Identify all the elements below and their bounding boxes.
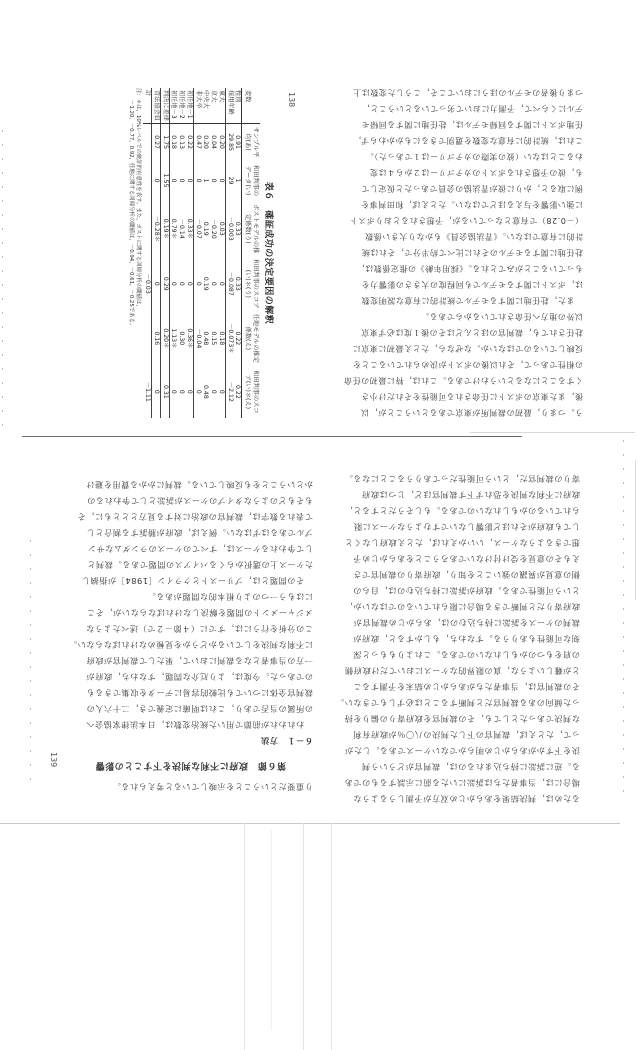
- table-cell: －0.14: [178, 218, 186, 239]
- table-header-cell: 任地モデルの推定係数(え): [242, 311, 260, 366]
- table-cell: 1: [234, 178, 242, 183]
- table-cell: －2.12: [226, 381, 234, 402]
- text-line: くすることになるというわけである。これは，特に最初の任命: [343, 376, 583, 385]
- table-cell: 0.33: [234, 276, 242, 291]
- text-line: 寄りの裁判官だ，という可能性だってありうることになる。: [344, 474, 580, 484]
- text-line: この分析を行うには，すでに（４節－２で）述べたような: [85, 624, 313, 634]
- text-line: う。つまり，最初の裁判所が東京であるということが，以: [360, 408, 583, 417]
- data-table: [144, 88, 261, 418]
- text-line: 刻な可能性もありうる。すなわち，もしかすると，政府が: [352, 634, 580, 644]
- table-row: [178, 88, 186, 418]
- text-line: また，赴任地に関するモデルで統計的に有意な説明変数: [361, 296, 583, 305]
- table-header-cell: 変数: [242, 88, 260, 123]
- table-cell: 0: [194, 389, 202, 394]
- row-label: 初任地－1: [185, 88, 193, 123]
- text-line: 計的に有意ではない。《青法協会員》もかなり大きい係数: [364, 232, 583, 241]
- table-cell: 1.75: [161, 123, 170, 160]
- scan-edge-line: [331, 823, 332, 1050]
- scan-edge-marks: [2, 130, 3, 430]
- text-line: 反映しているのではないか。なぜなら，たとえ最初に東京に: [352, 344, 583, 353]
- table-cell: 0: [170, 389, 178, 394]
- table-cell: 0: [185, 257, 193, 311]
- text-line: しても政府がそれほど影響しないですむようなケースに限: [353, 522, 580, 532]
- text-line: 政府寄りだと判断できる場合に限られているのではないか，: [344, 602, 580, 612]
- page-divider-top: [22, 436, 522, 437]
- scan-edge-marks: [30, 540, 31, 790]
- text-line: るためは，判決結果をあらかじめ双方が予測しうるような: [352, 794, 580, 804]
- table-header-cell: 和田判事のデータ(い): [242, 160, 260, 201]
- text-line: これは，統計的に有意な変数を選別できるにもかかわらず，: [352, 136, 583, 145]
- text-line: る。逆に訴訟に持ち込まれるのは，裁判官がどういう判: [361, 762, 580, 772]
- table-cell: 0.20: [202, 135, 210, 149]
- table-cell: 0.04: [210, 135, 218, 149]
- table-cell: 0.22: [185, 123, 193, 160]
- text-line: 赴任地に関するモデルのそれに比べて約半分で，それは統: [361, 248, 583, 257]
- text-line: その問題とは，プリーストとクライン［1984］が指摘し: [81, 576, 313, 586]
- table-row: [161, 88, 170, 418]
- text-line: たケース上の選択からくるバイアスの問題である。裁判と: [86, 560, 313, 570]
- table-cell: 0: [152, 366, 161, 418]
- text-line: られているのかもしれないのである。もしそうだとすると，: [344, 506, 580, 516]
- table-cell: －0.003: [226, 216, 234, 241]
- text-line: もっていることがみてとれる。《採用年齢》の推定係数は，: [356, 264, 583, 273]
- table-title: 表６ 確証成功の決定要因の解釈: [263, 181, 273, 325]
- page-divider-bottom: [0, 823, 620, 824]
- table-cell: 0: [217, 257, 225, 311]
- table-cell: 0: [210, 178, 218, 183]
- table-cell: 0: [170, 281, 178, 286]
- table-cell: 0: [152, 257, 161, 311]
- table-cell: 0.79＊: [170, 218, 178, 239]
- scan-edge-line: [271, 830, 272, 1030]
- row-label: 初任地－2: [178, 88, 186, 123]
- scan-edge-marks: [623, 440, 624, 800]
- text-line: 裁判官全体についても比較的容易にデータを収集できるも: [85, 688, 313, 698]
- table-cell: 0: [178, 389, 186, 394]
- table-cell: －0.28＊: [152, 201, 161, 257]
- text-line: に不利な判決をしているかどうかを見極めなければならない。: [68, 640, 313, 650]
- table-cell: 0: [185, 366, 193, 418]
- table-row: [185, 88, 193, 418]
- text-line: その裁判官は，当事者たちがあらかじめ結末を予測するこ: [352, 682, 580, 692]
- page-divider-faint: [470, 432, 635, 433]
- table-header-cell: サンプル平均(あ): [242, 123, 260, 160]
- table-cell: 1: [202, 178, 210, 183]
- table-cell: 0: [210, 389, 218, 394]
- table-cell: 0.48: [202, 331, 210, 346]
- table-cell: 0.27: [152, 123, 161, 160]
- text-line: 一方の当事者となる裁判において，果たして裁判官が政府: [85, 656, 313, 666]
- table-cell: 0.91: [234, 135, 242, 149]
- text-line: の相性であって，それ以後のポストが決められていることを: [352, 360, 583, 369]
- table-cell: 0.03: [217, 201, 225, 257]
- table-header-cell: 和田判事のスコア(い)＊(え): [242, 366, 260, 418]
- text-line: 後，また東京のポストに任命される可能性をそれだけ小さ: [360, 392, 583, 401]
- text-line: 赴任されても，裁判官のほとんどはその後１度は必ず東京: [360, 328, 583, 337]
- page-number-139: 139: [49, 752, 58, 768]
- text-line: は，ポストに関するモデルでも同程度の大きさの影響力を: [361, 280, 583, 289]
- table-cell: 0: [217, 160, 225, 201]
- row-label: 初任地－3: [169, 88, 177, 123]
- row-label: 中央大: [202, 88, 210, 123]
- table-cell: 0: [210, 281, 218, 286]
- lead-line: り重要だということを示唆していると考えられる。: [112, 782, 313, 792]
- table-row: [202, 88, 210, 418]
- table-cell: 0.16: [152, 311, 161, 366]
- scan-edge-line: [244, 823, 245, 1050]
- table-cell: 0: [217, 366, 225, 418]
- text-line: のであった。今度は，より厄介な問題，すなわち，政府が: [85, 672, 313, 682]
- table-cell: 0.36＊: [185, 311, 193, 366]
- text-line: 場合には，当事者たちは訴訟にいたる前に示談するものであ: [344, 778, 580, 788]
- table-cell: 0.18: [217, 311, 225, 366]
- row-label: 非大卒: [194, 88, 202, 123]
- table-header-cell: ポストモデルの推定係数(う): [242, 201, 260, 257]
- text-line: えもその意見を受け付けないであろうことをあらかじめ予: [352, 554, 580, 564]
- table-cell: 0: [152, 160, 161, 201]
- text-line: って，たとえば，裁判官の下した判決の八〇％が政府有利: [352, 730, 580, 740]
- left-bottom-page-text: [68, 480, 313, 795]
- scan-edge-line: [635, 460, 636, 600]
- text-line: して争われるケースは，すべてのケースのランダムなサン: [87, 544, 313, 554]
- table-cell: 1.13＊: [170, 328, 178, 349]
- table-cell: 0: [185, 160, 193, 201]
- row-label: 京大: [210, 88, 218, 123]
- text-line: の肩をもつのかもしれないのである。これよりももっと深: [352, 650, 580, 660]
- text-line: 側の意見が異議の強いことを知り，政府寄りの裁判官でさ: [352, 570, 580, 580]
- text-line: わることはない（彼の実際のカテゴリーは１であった）。: [365, 152, 583, 161]
- table-row: [234, 88, 242, 418]
- text-line: 任地ポストに関する回帰モデルは，赴任地に関する回帰モ: [361, 120, 583, 129]
- table-cell: 0.15: [210, 331, 218, 346]
- text-line: プルであるはずはない。例えば，政府が勝訴する割合とし: [86, 528, 313, 538]
- text-line: という可能性である。政府が訴訟に持ち込むのは，自らの: [352, 586, 580, 596]
- text-line: に強い影響を与えるほどではない。たとえば，和田判事を: [360, 200, 583, 209]
- table-cell: －0.20: [210, 218, 218, 239]
- text-line: 以外の地方へ任命されているからである。: [420, 312, 583, 321]
- table-cell: [144, 160, 152, 201]
- table-cell: 1.55: [161, 160, 170, 201]
- text-line: かということをも反映している。裁判にかかる費用を避け: [85, 480, 313, 490]
- scan-edge-line: [303, 823, 304, 1050]
- table-cell: 0.22: [234, 384, 242, 399]
- text-line: った傾向のある裁判官だと判断することは必ずしもできない。: [335, 698, 580, 708]
- text-line: デルにくらべて，予測力において劣っているということ，: [361, 104, 583, 113]
- row-label: 判決に差律: [161, 88, 170, 123]
- text-line: も，彼の予想されるポストのカテゴリーは２から４は変: [369, 168, 583, 177]
- table-cell: 0: [194, 281, 202, 286]
- table-cell: 0: [178, 178, 186, 183]
- table-cell: 0.19＊: [161, 201, 170, 257]
- table-cell: 0.18: [170, 135, 178, 149]
- right-bottom-page-text: [335, 474, 580, 807]
- table-cell: 29.85: [226, 133, 234, 151]
- table-6: [127, 88, 276, 418]
- section-heading: 第６節 政府に不利な判決を下すことの影響: [95, 760, 287, 770]
- table-row: [217, 88, 225, 418]
- text-line: われわれが前節で用いた統治変数は，日本法律家協会へ: [85, 720, 313, 730]
- text-line: （－0.28）で有意となっているが，予想されるとおりポスト: [349, 216, 583, 225]
- page-number-138: 138: [287, 92, 296, 108]
- table-cell: 0.22: [234, 331, 242, 346]
- table-row: [169, 88, 177, 418]
- row-label: 計: [144, 88, 152, 123]
- table-note-line-2: －1.20，－0.77，0.92，任地に関する回帰分析の閾値は，－0.94，－0.61，－0.25である。: [128, 100, 135, 329]
- text-line: 想できるようなケース，いいかえれば，たとえ政府しなくと: [344, 538, 580, 548]
- table-cell: 0.33＊: [185, 201, 193, 257]
- table-note: [127, 88, 142, 418]
- text-line: 決を下すかがあらかじめ明らかでないケースである。したが: [344, 746, 580, 756]
- table-cell: 29: [226, 176, 234, 185]
- table-cell: 0.13: [178, 135, 186, 149]
- text-line: つまり後者のモデルのほうにおいてこそ，こうした変数は上: [352, 88, 583, 97]
- table-header-cell: 和田判事のスコア(い)＊(う): [242, 257, 260, 311]
- table-cell: 0.19: [202, 221, 210, 236]
- row-label: 東大: [217, 88, 225, 123]
- table-cell: 0.20: [217, 123, 225, 160]
- table-cell: 0: [178, 281, 186, 286]
- table-row: [226, 88, 234, 418]
- table-cell: 0: [170, 178, 178, 183]
- table-row: [210, 88, 218, 418]
- text-line: な判決であったとしても，その裁判官を政府寄りの偏りを持: [344, 714, 580, 724]
- table-cell: [144, 123, 152, 160]
- table-cell: －1.11: [144, 366, 152, 418]
- text-line: にはもう一つのより根本的な問題がある。: [146, 592, 313, 602]
- row-label: 採用年齢: [226, 88, 234, 123]
- row-label: 青法協会員: [152, 88, 161, 123]
- text-line: メジャーメントの問題を解決しなければならないが，そこ: [86, 608, 313, 618]
- table-cell: [144, 311, 152, 366]
- table-cell: －0.04: [194, 328, 202, 349]
- table-cell: 0: [194, 178, 202, 183]
- text-line: の所属の当否であり，これは明確に定義でき，二十六人の: [86, 704, 313, 714]
- table-row: [194, 88, 202, 418]
- table-cell: 0.33: [234, 221, 242, 236]
- subsection-heading: ６－１ 方法: [260, 736, 313, 746]
- table-cell: 0.30: [178, 331, 186, 346]
- table-row: [152, 88, 161, 418]
- row-label: 性別: [234, 88, 242, 123]
- text-line: 例に取ると，かりに彼が青法協の会員であったと仮定して: [360, 184, 583, 193]
- text-line: とが難しいような，真の限界的なケースにおいてだけ政府側: [344, 666, 580, 676]
- table-cell: 0.47: [194, 135, 202, 149]
- text-line: 裁判のケースを訴訟に持ち込むのは，あらかじめ裁判官が: [353, 618, 580, 628]
- text-line: て表れる数字は，裁判官の政治に対する見方ととともに，そ: [77, 512, 313, 522]
- table-cell: [144, 201, 152, 257]
- table-cell: 0.29: [161, 257, 170, 311]
- table-cell: －0.03: [144, 257, 152, 311]
- right-top-page-text: [343, 84, 583, 420]
- text-line: 政府に不利な判決を恐れず下す裁判官ほど，じつは政府: [361, 490, 580, 500]
- table-cell: －0.087: [226, 271, 234, 296]
- table-cell: 0.48: [202, 384, 210, 399]
- table-note-line-1: 注：＊は，10%レベルでの統計的有意性を表す。また，ポストに関する回帰分析の閾値は，: [135, 88, 142, 310]
- table-cell: －0.073＊: [226, 323, 234, 354]
- table-cell: 0.31: [161, 366, 170, 418]
- table-cell: 0.19: [202, 276, 210, 291]
- table-cell: 0.20＊: [161, 311, 170, 366]
- table-row: [144, 88, 152, 418]
- text-line: もそもどのようなタイプのケースが訴訟として争われるの: [86, 496, 313, 506]
- table-cell: －0.07: [194, 218, 202, 239]
